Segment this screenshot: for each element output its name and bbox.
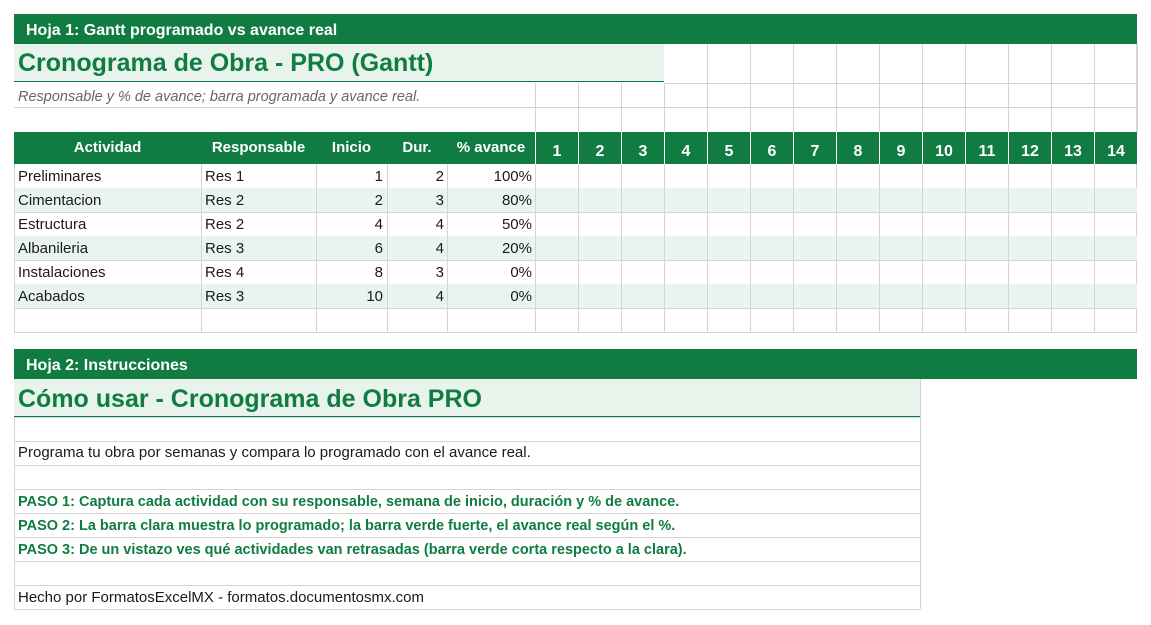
gantt-cell[interactable]	[1051, 284, 1094, 308]
gantt-cell[interactable]	[1051, 236, 1094, 260]
gantt-cell[interactable]	[664, 284, 707, 308]
cell-progress[interactable]: 100%	[493, 168, 532, 185]
gantt-cell[interactable]	[1094, 236, 1137, 260]
cell-activity[interactable]: Estructura	[18, 216, 87, 233]
gantt-cell[interactable]	[535, 188, 578, 212]
gantt-cell[interactable]	[535, 284, 578, 308]
cell-progress[interactable]: 50%	[501, 216, 532, 233]
gantt-cell[interactable]	[836, 212, 879, 236]
cell-duration[interactable]: 3	[435, 264, 444, 281]
gantt-cell[interactable]	[621, 236, 664, 260]
gantt-cell[interactable]	[879, 188, 922, 212]
gantt-cell[interactable]	[621, 284, 664, 308]
gantt-cell[interactable]	[922, 236, 965, 260]
gridline	[201, 164, 202, 332]
gantt-cell[interactable]	[1051, 260, 1094, 284]
week-header: 7	[793, 132, 836, 164]
gantt-cell[interactable]	[965, 284, 1008, 308]
gantt-cell[interactable]	[621, 164, 664, 188]
cell-progress[interactable]: 0%	[510, 288, 532, 305]
col-header-start: Inicio	[316, 132, 387, 164]
cell-activity[interactable]: Albanileria	[18, 240, 89, 257]
gantt-cell[interactable]	[879, 236, 922, 260]
step-3: PASO 3: De un vistazo ves qué actividades van retrasadas (barra verde corta respecto a la clara).	[18, 542, 687, 558]
gridline	[14, 164, 15, 332]
gantt-cell[interactable]	[1094, 212, 1137, 236]
gantt-cell[interactable]	[578, 260, 621, 284]
gantt-cell[interactable]	[1008, 212, 1051, 236]
cell-start[interactable]: 2	[374, 192, 383, 209]
sheet2-footer: Hecho por FormatosExcelMX - formatos.documentosmx.com	[18, 589, 424, 606]
cell-responsible[interactable]: Res 2	[205, 192, 245, 209]
cell-start[interactable]: 8	[374, 264, 383, 281]
sheet2-label: Hoja 2: Instrucciones	[26, 357, 188, 374]
cell-start[interactable]: 6	[374, 240, 383, 257]
gantt-cell[interactable]	[793, 284, 836, 308]
week-header: 4	[664, 132, 707, 164]
cell-activity[interactable]: Preliminares	[18, 168, 102, 185]
gantt-cell[interactable]	[965, 260, 1008, 284]
gantt-cell[interactable]	[836, 236, 879, 260]
cell-progress[interactable]: 20%	[501, 240, 532, 257]
sheet1-title-band	[14, 44, 664, 82]
gantt-cell[interactable]	[707, 260, 750, 284]
cell-responsible[interactable]: Res 3	[205, 288, 245, 305]
gantt-cell[interactable]	[922, 164, 965, 188]
cell-duration[interactable]: 4	[435, 240, 444, 257]
gantt-cell[interactable]	[707, 164, 750, 188]
gantt-cell[interactable]	[965, 212, 1008, 236]
col-header-responsible: Responsable	[201, 132, 316, 164]
week-header: 13	[1051, 132, 1094, 164]
cell-activity[interactable]: Acabados	[18, 288, 85, 305]
cell-progress[interactable]: 0%	[510, 264, 532, 281]
col-header-duration: Dur.	[387, 132, 447, 164]
gantt-cell[interactable]	[1094, 188, 1137, 212]
gantt-cell[interactable]	[750, 212, 793, 236]
cell-duration[interactable]: 4	[435, 288, 444, 305]
gantt-cell[interactable]	[879, 284, 922, 308]
cell-responsible[interactable]: Res 4	[205, 264, 245, 281]
gantt-cell[interactable]	[578, 164, 621, 188]
gantt-cell[interactable]	[535, 164, 578, 188]
gantt-cell[interactable]	[1094, 164, 1137, 188]
week-header: 8	[836, 132, 879, 164]
step-1: PASO 1: Captura cada actividad con su responsable, semana de inicio, duración y % de avance.	[18, 494, 680, 510]
gridline	[836, 44, 837, 132]
gantt-cell[interactable]	[621, 212, 664, 236]
week-header: 5	[707, 132, 750, 164]
gridline	[879, 44, 880, 132]
gridline	[793, 44, 794, 132]
week-header: 10	[922, 132, 965, 164]
week-header: 3	[621, 132, 664, 164]
gantt-cell[interactable]	[793, 164, 836, 188]
cell-start[interactable]: 10	[366, 288, 383, 305]
cell-start[interactable]: 4	[374, 216, 383, 233]
cell-responsible[interactable]: Res 3	[205, 240, 245, 257]
cell-activity[interactable]: Instalaciones	[18, 264, 106, 281]
gridline	[14, 417, 920, 418]
gantt-cell[interactable]	[836, 188, 879, 212]
week-header: 2	[578, 132, 621, 164]
week-header: 11	[965, 132, 1008, 164]
gantt-cell[interactable]	[750, 188, 793, 212]
gantt-cell[interactable]	[621, 188, 664, 212]
col-header-progress: % avance	[447, 132, 535, 164]
gantt-cell[interactable]	[707, 188, 750, 212]
gantt-cell[interactable]	[1008, 188, 1051, 212]
gantt-cell[interactable]	[922, 260, 965, 284]
gantt-cell[interactable]	[664, 212, 707, 236]
gridline	[14, 417, 15, 609]
gantt-cell[interactable]	[1051, 212, 1094, 236]
gantt-cell[interactable]	[535, 212, 578, 236]
gantt-cell[interactable]	[836, 260, 879, 284]
week-header: 6	[750, 132, 793, 164]
gridline	[664, 83, 1137, 84]
cell-responsible[interactable]: Res 2	[205, 216, 245, 233]
gantt-cell[interactable]	[750, 236, 793, 260]
gridline	[920, 379, 921, 609]
gantt-cell[interactable]	[621, 260, 664, 284]
gantt-cell[interactable]	[535, 260, 578, 284]
sheet2-title-band	[14, 379, 920, 417]
sheet1-label: Hoja 1: Gantt programado vs avance real	[26, 22, 338, 39]
gantt-cell[interactable]	[793, 236, 836, 260]
gantt-cell[interactable]	[1008, 260, 1051, 284]
gridline	[965, 44, 966, 132]
week-header: 14	[1094, 132, 1137, 164]
gantt-cell[interactable]	[664, 236, 707, 260]
gridline	[750, 44, 751, 132]
gridline	[1008, 44, 1009, 132]
gantt-cell[interactable]	[1008, 236, 1051, 260]
week-header: 9	[879, 132, 922, 164]
cell-duration[interactable]: 4	[435, 216, 444, 233]
gantt-cell[interactable]	[1051, 164, 1094, 188]
gantt-cell[interactable]	[1051, 188, 1094, 212]
gantt-cell[interactable]	[965, 164, 1008, 188]
sheet1-header-bar	[14, 14, 1137, 44]
gantt-cell[interactable]	[1094, 284, 1137, 308]
gantt-cell[interactable]	[922, 284, 965, 308]
gantt-cell[interactable]	[879, 212, 922, 236]
gridline	[922, 44, 923, 132]
gantt-cell[interactable]	[836, 164, 879, 188]
gantt-cell[interactable]	[578, 212, 621, 236]
gantt-cell[interactable]	[707, 236, 750, 260]
gantt-cell[interactable]	[879, 164, 922, 188]
gridline	[1051, 44, 1052, 132]
gantt-cell[interactable]	[707, 212, 750, 236]
week-header: 12	[1008, 132, 1051, 164]
gantt-cell[interactable]	[879, 260, 922, 284]
gantt-cell[interactable]	[1008, 164, 1051, 188]
gantt-cell[interactable]	[1008, 284, 1051, 308]
gantt-cell[interactable]	[793, 260, 836, 284]
cell-duration[interactable]: 2	[435, 168, 444, 185]
sheet1-title: Cronograma de Obra - PRO (Gantt)	[18, 49, 434, 77]
gantt-cell[interactable]	[750, 260, 793, 284]
gridline	[14, 332, 1137, 333]
gridline	[707, 44, 708, 132]
gantt-cell[interactable]	[750, 284, 793, 308]
gantt-cell[interactable]	[664, 164, 707, 188]
gridline	[14, 465, 920, 466]
gridline	[1094, 44, 1095, 132]
week-header: 1	[535, 132, 578, 164]
cell-duration[interactable]: 3	[435, 192, 444, 209]
gantt-cell[interactable]	[664, 188, 707, 212]
step-2: PASO 2: La barra clara muestra lo programado; la barra verde fuerte, el avance real según el %.	[18, 518, 676, 534]
cell-activity[interactable]: Cimentacion	[18, 192, 102, 209]
gantt-cell[interactable]	[535, 236, 578, 260]
gantt-cell[interactable]	[965, 188, 1008, 212]
sheet2-header-bar	[14, 349, 1137, 379]
gantt-cell[interactable]	[707, 284, 750, 308]
gantt-cell[interactable]	[922, 212, 965, 236]
sheet1-subtitle: Responsable y % de avance; barra programada y avance real.	[18, 89, 421, 105]
gantt-cell[interactable]	[793, 212, 836, 236]
gantt-cell[interactable]	[664, 260, 707, 284]
gantt-cell[interactable]	[750, 164, 793, 188]
gantt-cell[interactable]	[578, 236, 621, 260]
cell-responsible[interactable]: Res 1	[205, 168, 245, 185]
cell-start[interactable]: 1	[374, 168, 383, 185]
gantt-cell[interactable]	[578, 188, 621, 212]
cell-progress[interactable]: 80%	[501, 192, 532, 209]
gantt-cell[interactable]	[922, 188, 965, 212]
sheet2-title: Cómo usar - Cronograma de Obra PRO	[18, 385, 482, 413]
gantt-cell[interactable]	[1094, 260, 1137, 284]
gantt-cell[interactable]	[836, 284, 879, 308]
col-header-activity: Actividad	[14, 132, 201, 164]
gantt-cell[interactable]	[578, 284, 621, 308]
gantt-cell[interactable]	[965, 236, 1008, 260]
gantt-cell[interactable]	[793, 188, 836, 212]
sheet2-intro: Programa tu obra por semanas y compara lo programado con el avance real.	[18, 444, 531, 461]
